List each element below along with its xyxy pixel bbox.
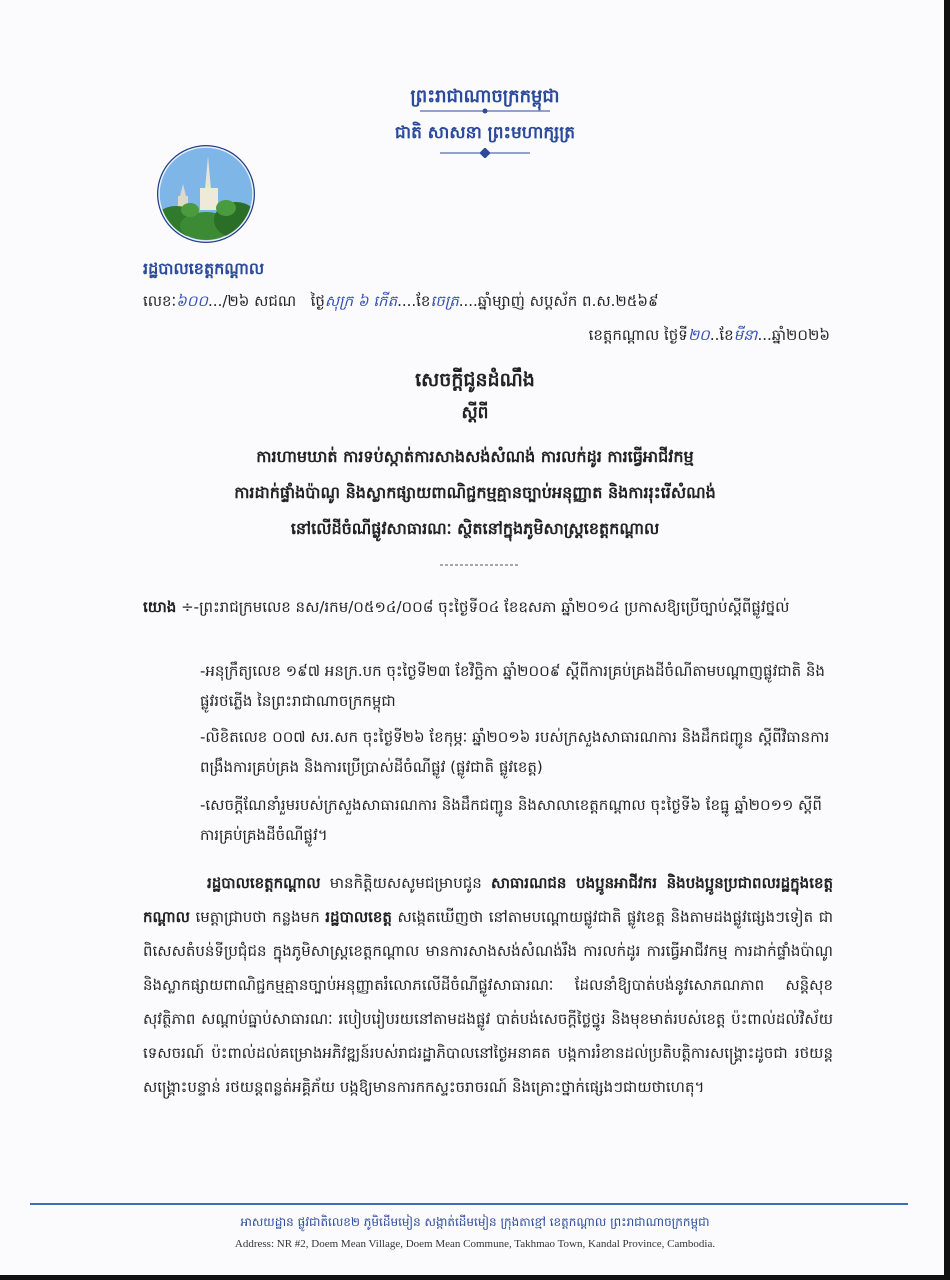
reference-number: ៦០០ <box>176 292 209 310</box>
basis-item: -សេចក្តីណែនាំរួមរបស់ក្រសួងសាធារណការ និងដឹកជញ្ជូន និងសាលាខេត្តកណ្ដាល ចុះថ្ងៃទី៦ ខែធ្នូ ឆ្នាំ២០១១ ស្តីពីការគ្រប់គ្រងដីចំណីផ្លូវ។ <box>200 796 822 844</box>
lunar-day-label: ថ្ងៃ <box>310 292 325 310</box>
ornament-divider <box>440 560 520 570</box>
basis-item: -អនុក្រឹត្យលេខ ១៩៧ អនក្រ.បក ចុះថ្ងៃទី២៣ ខែវិច្ឆិកា ឆ្នាំ២០០៩ ស្តីពីការគ្រប់គ្រងដីចំណីតាមបណ្តាញផ្លូវជាតិ និងផ្លូវរថភ្លើង នៃព្រះរាជាណាចក្រកម្ពុជា <box>200 662 825 710</box>
subject-line-2: ការដាក់ផ្ទាំងប៉ាណូ និងស្លាកផ្សាយពាណិជ្ជកម្មគ្មានច្បាប់អនុញ្ញាត និងការរុះរើសំណង់ <box>234 483 716 502</box>
footer-address-english: Address: NR #2, Doem Mean Village, Doem Mean Commune, Takhmao Town, Kandal Province, Cambodia. <box>234 1238 716 1250</box>
body-text: មានកិត្តិយសសូមជម្រាបជូន <box>320 874 491 892</box>
lunar-year: ....ឆ្នាំម្សាញ់ សប្តស័ក ព.ស.២៥៦៩ <box>458 292 659 310</box>
body-text: មេត្តាជ្រាបថា កន្លងមក <box>189 908 326 926</box>
legal-basis <box>143 592 833 622</box>
issuing-organization: រដ្ឋបាលខេត្តកណ្ដាល <box>143 259 265 278</box>
place-label: ខេត្តកណ្ដាល ថ្ងៃទី <box>588 326 688 344</box>
date-year: ...ឆ្នាំ២០២៦ <box>757 326 830 344</box>
number-label: លេខៈ <box>143 292 177 310</box>
ornament-divider <box>420 106 550 116</box>
lunar-month: ចេត្រ <box>430 292 459 310</box>
title-about: ស្តីពី <box>461 403 489 423</box>
basis-item: -លិខិតលេខ ០០៧ សរ.សក ចុះថ្ងៃទី២៦ ខែកុម្ភៈ ឆ្នាំ២០១៦ របស់ក្រសួងសាធារណការ និងដឹកជញ្ជូន ស្តីពីវិធានការពង្រឹងការគ្រប់គ្រង និងការប្រើប្រាស់ដីចំណីផ្លូវ (ផ្លូវជាតិ ផ្លូវខេត្ត) <box>200 728 830 776</box>
footer-rule <box>30 1203 908 1205</box>
lunar-day: សុក្រ ៦ កើត <box>324 292 398 310</box>
basis-label: យោង <box>143 598 177 616</box>
reference-line <box>143 292 833 314</box>
body-audience: សាធារណជន បងប្អូនអាជីវករ និងបងប្អូនប្រជាពលរដ្ឋក្នុងខេត្តកណ្ដាល <box>143 874 833 926</box>
subject-line-3: នៅលើដីចំណីផ្លូវសាធារណៈ ស្ថិតនៅក្នុងភូមិសាស្ត្រខេត្តកណ្ដាល <box>290 519 660 538</box>
photo-edge <box>0 1275 950 1280</box>
body-org-short: រដ្ឋបាលខេត្ត <box>325 908 392 926</box>
notice-body <box>143 866 833 1104</box>
footer-address-khmer: អាសយដ្ឋាន ផ្លូវជាតិលេខ២ ភូមិដើមមៀន សង្កាត់ដើមមៀន ក្រុងតាខ្មៅ ខេត្តកណ្ដាល ព្រះរាជាណាចក្រកម្ពុជា <box>240 1215 710 1229</box>
date-month: មីនា <box>733 326 758 344</box>
month-label: ..ខែ <box>709 326 734 344</box>
date-day: ២០ <box>687 326 710 344</box>
subject-line-1: ការហាមឃាត់ ការទប់ស្កាត់ការសាងសង់សំណង់ ការលក់ដូរ ការធ្វើអាជីវកម្ម <box>256 447 694 466</box>
body-org: រដ្ឋបាលខេត្តកណ្ដាល <box>207 874 321 892</box>
number-suffix: .../២៦ សជណ <box>208 292 297 310</box>
basis-intro: ÷-ព្រះរាជក្រមលេខ នស/រកម/០៥១៤/០០៨ ចុះថ្ងៃទី០៤ ខែឧសភា ឆ្នាំ២០១៤ ប្រកាសឱ្យប្រើច្បាប់ស្តីពីផ្លូវថ្នល់ <box>181 598 790 616</box>
provincial-seal-logo <box>156 144 256 244</box>
body-text: សង្កេតឃើញថា នៅតាមបណ្តោយផ្លូវជាតិ ផ្លូវខេត្ត និងតាមដងផ្លូវផ្សេងៗទៀត ជាពិសេសតំបន់ទីប្រជុំជន ក្នុងភូមិសាស្ត្រខេត្តកណ្ដាល មានការសាងសង់សំណង់រឹង ការលក់ដូរ ការធ្វើអាជីវកម្ម ការដាក់ផ្ទាំងប៉ាណូ និងស្លាកផ្សាយពាណិជ្ជកម្មគ្មានច្បាប់អនុញ្ញាតរំលោភលើដីចំណីផ្លូវសាធារណៈ ដែលនាំឱ្យបាត់បង់នូវសោភណភាព សន្តិសុខ សុវត្ថិភាព សណ្តាប់ធ្នាប់សាធារណៈ របៀបរៀបរយនៅតាមដងផ្លូវ បាត់បង់សេចក្តីថ្លៃថ្នូរ និងមុខមាត់របស់ខេត្ត ប៉ះពាល់ដល់វិស័យទេសចរណ៍ ប៉ះពាល់ដល់គម្រោងអភិវឌ្ឍន៍របស់រាជរដ្ឋាភិបាលនៅថ្ងៃអនាគត បង្កការរំខានដល់ប្រតិបត្តិការសង្គ្រោះដូចជា រថយន្តសង្គ្រោះបន្ទាន់ រថយន្តពន្លត់អគ្គិភ័យ បង្កឱ្យមានការកកស្ទះចរាចរណ៍ និងគ្រោះថ្នាក់ផ្សេងៗជាយថាហេតុ។ <box>143 908 834 1096</box>
lunar-month-label: ....ខែ <box>397 292 431 310</box>
national-motto: ជាតិ សាសនា ព្រះមហាក្សត្រ <box>394 123 576 143</box>
document-title: សេចក្តីជូនដំណឹង <box>415 369 535 391</box>
kingdom-heading: ព្រះរាជាណាចក្រកម្ពុជា <box>410 86 560 107</box>
photo-edge <box>944 0 950 1280</box>
ornament-divider <box>420 148 550 158</box>
date-line <box>420 326 830 348</box>
